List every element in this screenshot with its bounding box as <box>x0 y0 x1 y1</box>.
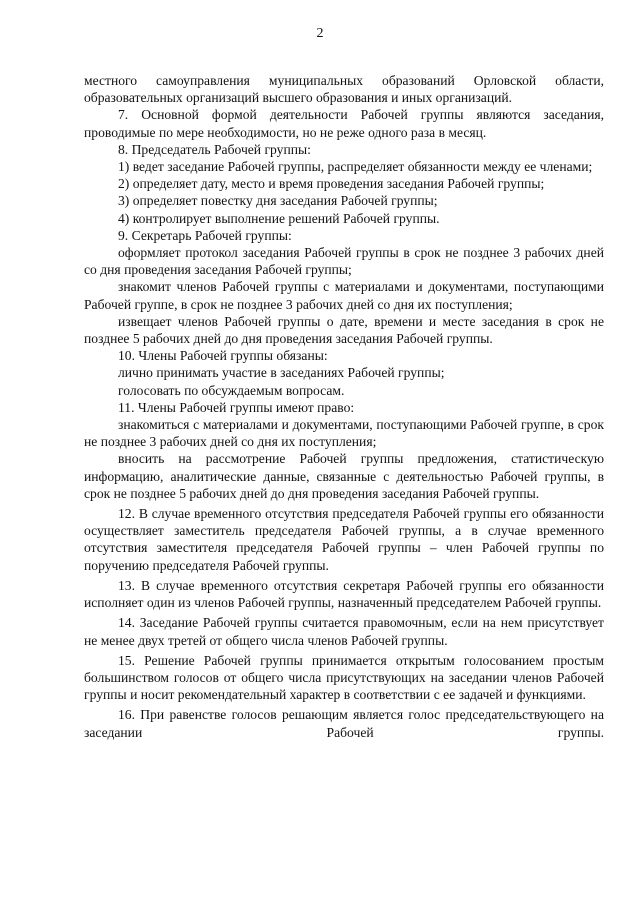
paragraph-continuation: местного самоуправления муниципальных образований Орловской области, образовательных организаций высшего образования и иных организаций. <box>84 73 604 106</box>
paragraph-7: 7. Основной формой деятельности Рабочей группы являются заседания, проводимые по мере необходимости, но не реже одного раза в месяц. <box>84 107 604 140</box>
paragraph-9-heading: 9. Секретарь Рабочей группы: <box>118 227 292 243</box>
paragraph-11-item-2: вносить на рассмотрение Рабочей группы предложения, статистическую информацию, аналитические данные, связанные с деятельностью Рабочей группы, в срок не позднее 5 рабочих дней до дня проведения заседания Рабочей группы. <box>84 451 604 501</box>
paragraph-15: 15. Решение Рабочей группы принимается открытым голосованием простым большинством голосов от общего числа присутствующих на заседании членов Рабочей группы и носит рекомендательный характер в соответствии с ее задачей и функциями. <box>84 652 604 703</box>
paragraph-11-item-1: знакомиться с материалами и документами, поступающими Рабочей группе, в срок не позднее 3 рабочих дней со дня их поступления; <box>84 417 604 450</box>
paragraph-9-item-1: оформляет протокол заседания Рабочей группы в срок не позднее 3 рабочих дней со дня проведения заседания Рабочей группы; <box>84 245 604 278</box>
page-number: 2 <box>316 26 324 41</box>
document-body <box>84 72 604 741</box>
paragraph-11-heading: 11. Члены Рабочей группы имеют право: <box>118 399 355 415</box>
paragraph-12: 12. В случае временного отсутствия председателя Рабочей группы его обязанности осуществляет заместитель председателя Рабочей группы, а в случае временного отсутствия заместителя председателя Рабочей группы – член Рабочей группы по поручению председателя Рабочей группы. <box>84 506 604 573</box>
paragraph-16: 16. При равенстве голосов решающим является голос председательствующего на заседании Рабочей группы. <box>84 707 604 740</box>
paragraph-8-item-4: 4) контролирует выполнение решений Рабочей группы. <box>118 210 440 226</box>
paragraph-8-heading: 8. Председатель Рабочей группы: <box>118 141 311 157</box>
paragraph-9-item-2: знакомит членов Рабочей группы с материалами и документами, поступающими Рабочей группе, в срок не позднее 3 рабочих дней со дня их поступления; <box>84 279 604 312</box>
paragraph-13: 13. В случае временного отсутствия секретаря Рабочей группы его обязанности исполняет один из членов Рабочей группы, назначенный председателем Рабочей группы. <box>84 577 604 611</box>
paragraph-8-item-1: 1) ведет заседание Рабочей группы, распределяет обязанности между ее членами; <box>118 159 593 175</box>
paragraph-8-item-3: 3) определяет повестку дня заседания Рабочей группы; <box>118 193 438 209</box>
paragraph-10-item-2: голосовать по обсуждаемым вопросам. <box>118 382 345 398</box>
paragraph-9-item-3: извещает членов Рабочей группы о дате, времени и месте заседания в срок не позднее 5 рабочих дней до дня проведения заседания Рабочей группы. <box>84 313 604 347</box>
paragraph-10-heading: 10. Члены Рабочей группы обязаны: <box>118 348 328 364</box>
paragraph-10-item-1: лично принимать участие в заседаниях Рабочей группы; <box>118 365 445 381</box>
paragraph-8-item-2: 2) определяет дату, место и время проведения заседания Рабочей группы; <box>118 176 545 192</box>
paragraph-14: 14. Заседание Рабочей группы считается правомочным, если на нем присутствует не менее двух третей от общего числа членов Рабочей группы. <box>84 615 604 648</box>
